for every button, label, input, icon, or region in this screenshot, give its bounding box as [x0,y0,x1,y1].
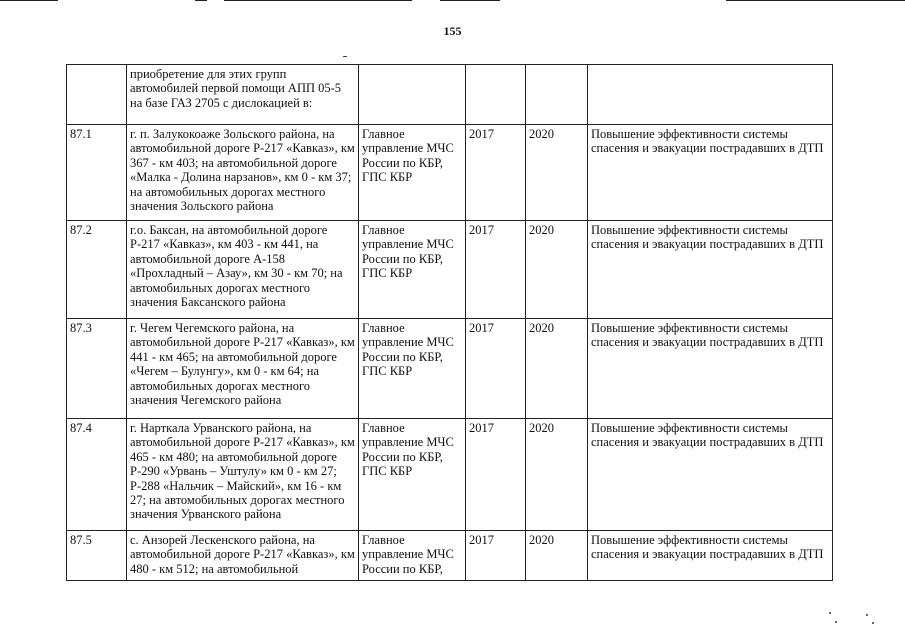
top-rule-left [0,0,58,1]
cell-organization [359,65,466,125]
table-row [67,531,833,581]
cell-end-year: 2020 [526,419,588,531]
cell-description: с. Анзорей Лескенского района, на автомобильной дороге Р-217 «Кавказ», км 480 - км 512; на автомобильной [127,531,359,581]
cell-description: приобретение для этих групп автомобилей первой помощи АПП 05-5 на базе ГАЗ 2705 с дислокацией в: [127,65,359,125]
cell-result [588,65,833,125]
cell-organization: Главное управление МЧС России по КБР, [359,531,466,581]
table-row [67,419,833,531]
cell-start-year: 2017 [466,125,526,221]
top-rule-mid-c [440,0,500,1]
cell-result: Повышение эффективности системы спасения и эвакуации пострадавших в ДТП [588,125,833,221]
table-row [67,125,833,221]
cell-result: Повышение эффективности системы спасения и эвакуации пострадавших в ДТП [588,221,833,319]
scan-speck [872,622,874,624]
cell-end-year: 2020 [526,531,588,581]
cell-end-year [526,65,588,125]
top-rule-right [726,0,905,1]
scan-speck [829,612,831,614]
cell-start-year: 2017 [466,221,526,319]
cell-start-year: 2017 [466,531,526,581]
table-row [67,65,833,125]
cell-start-year: 2017 [466,419,526,531]
cell-description: г.о. Баксан, на автомобильной дороге Р-217 «Кавказ», км 403 - км 441, на автомобильной дороге А-158 «Прохладный – Азау», км 30 - км 70; на автомобильных дорогах местного значения Баксанского района [127,221,359,319]
cell-start-year [466,65,526,125]
scan-speck [835,621,837,623]
cell-organization: Главное управление МЧС России по КБР, ГПС КБР [359,221,466,319]
table-row [67,221,833,319]
cell-description: г. Чегем Чегемского района, на автомобильной дороге Р-217 «Кавказ», км 441 - км 465; на автомобильной дороге «Чегем – Булунгу», км 0 - км 64; на автомобильных дорогах местного значения Чегемского района [127,319,359,419]
page-number: 155 [443,24,462,38]
cell-num: 87.1 [67,125,127,221]
cell-result: Повышение эффективности системы спасения и эвакуации пострадавших в ДТП [588,419,833,531]
cell-result: Повышение эффективности системы спасения и эвакуации пострадавших в ДТП [588,531,833,581]
cell-organization: Главное управление МЧС России по КБР, ГПС КБР [359,125,466,221]
cell-organization: Главное управление МЧС России по КБР, ГПС КБР [359,419,466,531]
cell-num: 87.3 [67,319,127,419]
cell-start-year: 2017 [466,319,526,419]
top-rule-mid-b [224,0,412,1]
scan-speck [866,614,868,616]
cell-end-year: 2020 [526,319,588,419]
scan-speck [343,56,347,57]
cell-num: 87.5 [67,531,127,581]
cell-num: 87.2 [67,221,127,319]
data-table [66,64,833,581]
cell-result: Повышение эффективности системы спасения и эвакуации пострадавших в ДТП [588,319,833,419]
table-row [67,319,833,419]
cell-description: г. Нарткала Урванского района, на автомобильной дороге Р-217 «Кавказ», км 465 - км 480; на автомобильной дороге Р-290 «Урвань – Уштулу» км 0 - км 27; Р-288 «Нальчик – Майский», км 16 - км 27; на автомобильных дорогах местного значения Урванского района [127,419,359,531]
cell-num: 87.4 [67,419,127,531]
cell-end-year: 2020 [526,125,588,221]
cell-organization: Главное управление МЧС России по КБР, ГПС КБР [359,319,466,419]
cell-end-year: 2020 [526,221,588,319]
cell-num [67,65,127,125]
top-rule-mid-a [195,0,207,1]
cell-description: г. п. Залукокоаже Зольского района, на автомобильной дороге Р-217 «Кавказ», км 367 - км 403; на автомобильной дороге «Малка - Долина нарзанов», км 0 - км 37; на автомобильных дорогах местного значения Зольского района [127,125,359,221]
